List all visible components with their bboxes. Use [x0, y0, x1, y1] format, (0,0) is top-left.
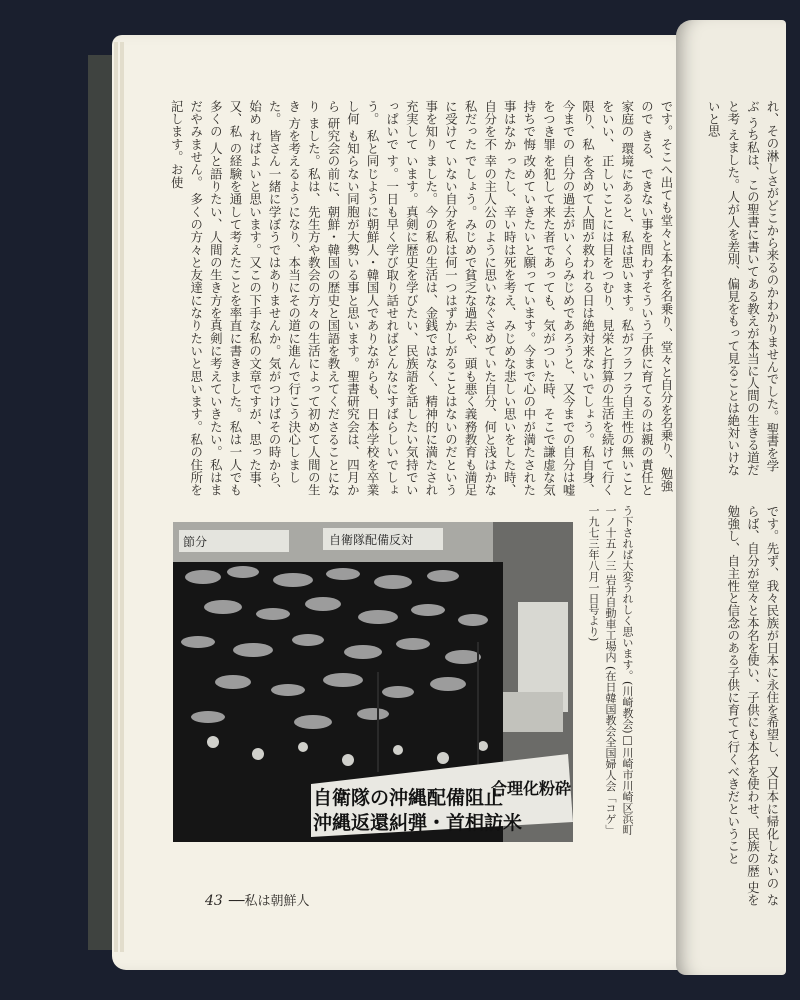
- page-footer: [205, 890, 309, 909]
- page-edge: [114, 42, 118, 952]
- right-page-upper-text: れ、その淋しさがどこから来るのかわかりませんでした。聖書を学ぶ うち私は、この聖書に書いてある教えが本当に人間の生きる道だと考 えました。人が人を差別、偏見をもって見ることは絶対いけないと思: [706, 100, 780, 476]
- banner-text-right: 合理化粉砕: [491, 779, 572, 798]
- page-edge: [120, 42, 124, 952]
- top-sign-left: 節分: [183, 535, 208, 549]
- main-body-text: です。そこへ出ても堂々と本名を名乗り、堂々と自分を名乗り、勉強ので きる、できない事を問わずそういう子供に育てるのは親の責任と家庭の 環境にあると、私は思います。私がフラフラ自主性の無いことをいい、 正しいことには目をつむり、見栄と打算の生活を続けて行く限り、私 を含めて人間が救われる日は絶対来ないでしょう。私自身、今までの 自分の過去がいくらみじめであろうと、又今までの自分は嘘をつき罪 を犯して来た者であっても、気がついた時、そこで謙虚な気持ちで悔 改めていきたいと願っています。今まで心の中が満たされた事はなか ったし、辛い時は死を考え、みじめな悲しい思いをした時、自分を不 幸の主人公のように思いなぐさめていた自分、何と浅はかな私だった でしょう。みじめで貧乏な過去や、頭も悪く義務教育も満足に受けて いない自分を私は何一つはずかしがることはないのだという事を知り ました。今の私の生活は、金銭ではなく、精神的に満たされ充実して います。真剣に歴史を学びたい、民族語を話したい気持でいっぱいで す。一日も早く学び取り話せればどんなにすばらしいでしょう。 私と同じように朝鮮人・韓国人でありながらも、日本学校を卒業し何 も知らない同胞が大勢いる事と思います。聖書研究会は、四月から 研究会の前に、朝鮮・韓国の歴史と国語を教えてくださることになり ました。私は、先生方や教会の方々の生活によって初めて人間の生き 方を考えるようになり、本当にその道に進んで行こう決心しました。 皆さん一緒に学ぼうではありませんか。気がつけばその時から、始め ればよいと思います。又この下手な私の文章ですが、思った事、又、私 の経験を通して考えたことを率直に書きました。私は一人でも多くの 人と語りたい、人間の生き方を真剣に考えていきたい。私はまだやみません。 多くの方々と友達になりたいと思います。私の住所を記します。お使: [169, 100, 674, 497]
- top-sign-right: 自衛隊配備反対: [329, 533, 414, 547]
- banner-text-line2: 沖縄返還糾弾・首相訪米: [313, 812, 523, 834]
- running-title: ──私は朝鮮人: [228, 894, 310, 909]
- right-page-lower-text: です。先ず、我々民族が日本に永住を希望し、又日本に帰化しないの ならば、自分が堂々と本名を使い、子供にも本名を使わせ、民族の歴 史を勉強し、自主性と信念のある子供に育てて行くべきだということ: [725, 505, 780, 906]
- protest-photograph: [173, 522, 573, 842]
- banner-text-line1: 自衛隊の沖縄配備阻止: [313, 787, 504, 809]
- page-number: 43: [205, 893, 223, 909]
- photo-caption: う下されば大変うれしく思います。(川崎教会)□川崎市川崎区浜町一ノ十五ノ三 岩井自動車工場内 (在日韓国教会全国婦人会「コゲ」一九七三年八月一日号より): [587, 505, 634, 836]
